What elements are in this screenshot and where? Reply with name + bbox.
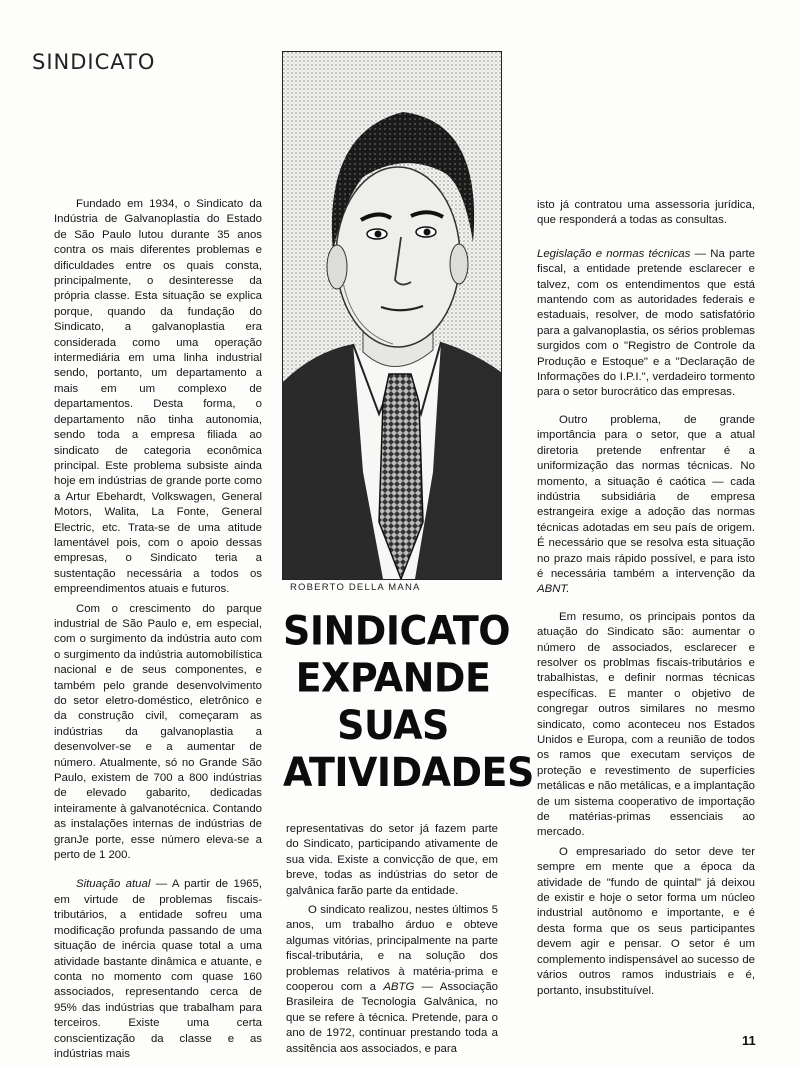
page-number: 11 [742,1033,756,1048]
article-column-3 [537,198,755,999]
subheading: Legislação e normas técnicas [537,247,691,260]
headline-line: EXPANDE [295,654,491,701]
paragraph-text: — Na parte fiscal, a entidade pretende esclarecer e talvez, com os entendimentos que está mantendo com as autoridades federais e estaduais, resolver, de modo satisfatório para a galvanoplastia, os sérios problemas surgidos com o "Registro de Controle da Produção e Estoque" e a "Declaração de Informações do I.P.I.", verdadeiro tormento para o setor burocrático das empresas. [537,247,755,399]
article-column-1 [54,197,262,1062]
paragraph [537,413,755,598]
headline-line: SINDICATO [283,607,511,654]
article-headline [283,607,534,797]
portrait-illustration [283,52,501,579]
headline-line: ATIVIDADES [283,749,534,796]
paragraph: Em resumo, os principais pontos da atuação do Sindicato são: aumentar o número de associados, esclarecer e resolver os problmas fiscais-tributários e trabalhistas, e definir normas técnicas específicas. E manter o objetivo de congregar outros similares no mesmo sindicato, como aconteceu nos Estados Unidos e Europa, com a reunião de todos os ramos que executam serviços de proteção e revestimento de superfícies metálicas e não metálicas, e a implantação de um sistema cooperativo de importação de matérias-primas essenciais ao mercado. [537,610,755,839]
subheading: Situação atual [76,878,151,891]
portrait-photo [282,51,502,580]
paragraph-text: O sindicato realizou, nestes últimos 5 anos, um trabalho árduo e obteve algumas vitórias, principalmente na parte fiscal-tributária, e na solução dos problemas relativos à matéria-prima e cooperou com a [286,904,498,994]
paragraph [286,903,498,1057]
paragraph: O empresariado do setor deve ter sempre em mente que a época da atividade de "fundo de quintal" já deixou de existir e hoje o setor forma um núcleo industrial autônomo e importante, e é desta forma que os seus participantes devem agir e pensar. O setor é um complemento indispensável ao sucesso de vários outros ramos industriais e é, portanto, insubstituível. [537,845,755,997]
paragraph: representativas do setor já fazem parte do Sindicato, participando ativamente de sua vida. Existe a convicção de que, em breve, todas as indústrias do setor de galvânica farão parte da entidade. [286,823,498,897]
abbreviation: ABTG [383,981,415,994]
paragraph: isto já contratou uma assessoria jurídica, que responderá a todas as consultas. [537,199,755,227]
paragraph-text: — A partir de 1965, em virtude de problemas fiscais-tributários, a entidade sofreu uma modificação profunda passando de uma situação de inércia quase total a uma atividade bastante dinâmica e atuante, e conta no momento com quase 160 associados, representando cerca de 95% das indústrias que trabalham para terceiros. Existe uma certa conscientização da classe e as indústrias mais [54,878,262,1060]
paragraph: Fundado em 1934, o Sindicato da Indústria de Galvanoplastia do Estado de São Paulo lutou durante 35 anos contra os mais diferentes problemas e dificuldades entre os quais consta, principalmente, o desinteresse da própria classe. Esta situação se explica porque, quando da fundação do Sindicato, a galvanoplastia era considerada como uma operação intermediária em uma linha industrial sendo, portanto, um departamento a mais em um complexo de departamentos. Desta forma, o departamento não tinha autonomia, sendo toda a empresa filiada ao sindicato de categoria econômica principal. Este problema subsiste ainda hoje em indústrias de grande porte como a Artur Ebehardt, Volkswagen, General Motors, Walita, La Fonte, General Electric, etc. Trata-se de uma atitude lamentável pois, com o apoio dessas empresas, o Sindicato teria a sustentação necessária a todos os empreendimentos atuais e futuros. [54,198,262,596]
paragraph [54,877,262,1062]
paragraph-text: — Associação Brasileira de Tecnologia Galvânica, no que se refere à técnica. Pretende, para o ano de 1972, continuar prestando toda a assitência aos associados, e para [286,981,498,1055]
section-label: SINDICATO [32,50,156,74]
photo-caption: ROBERTO DELLA MANA [290,582,421,593]
paragraph-text: Outro problema, de grande importância para o setor, que a atual diretoria pretende enfrentar é a uniformização das normas técnicas. No momento, a situação é caótica — cada indústria subsidiária de empresa estrangeira exige a adoção das normas técnicas adotadas em seu país de origem. É necessário que se resolva esta situação no prazo mais rápido possível, e para isto é necessária também a intervenção da [537,413,755,580]
paragraph: Com o crescimento do parque industrial de São Paulo e, em especial, com o surgimento da indústria auto com o surgimento da indústria automobilística nacional e de seus componentes, e também pelo grande desenvolvimento do setor eletro-doméstico, eletrônico e da construção civil, começaram as indústrias da galvanoplastia a desenvolver-se e a aumentar de número. Atualmente, só no Grande São Paulo, existem de 700 a 800 indústrias de elevado gabarito, dedicadas inteiramente à galvanotécnica. Contando as instalações internas de indústrias de granJe porte, esse número eleva-se a perto de 1 200. [54,602,262,862]
paragraph [537,247,755,401]
article-column-2 [286,822,498,1057]
abbreviation: ABNT. [537,583,570,596]
headline-line: SUAS [337,702,449,749]
